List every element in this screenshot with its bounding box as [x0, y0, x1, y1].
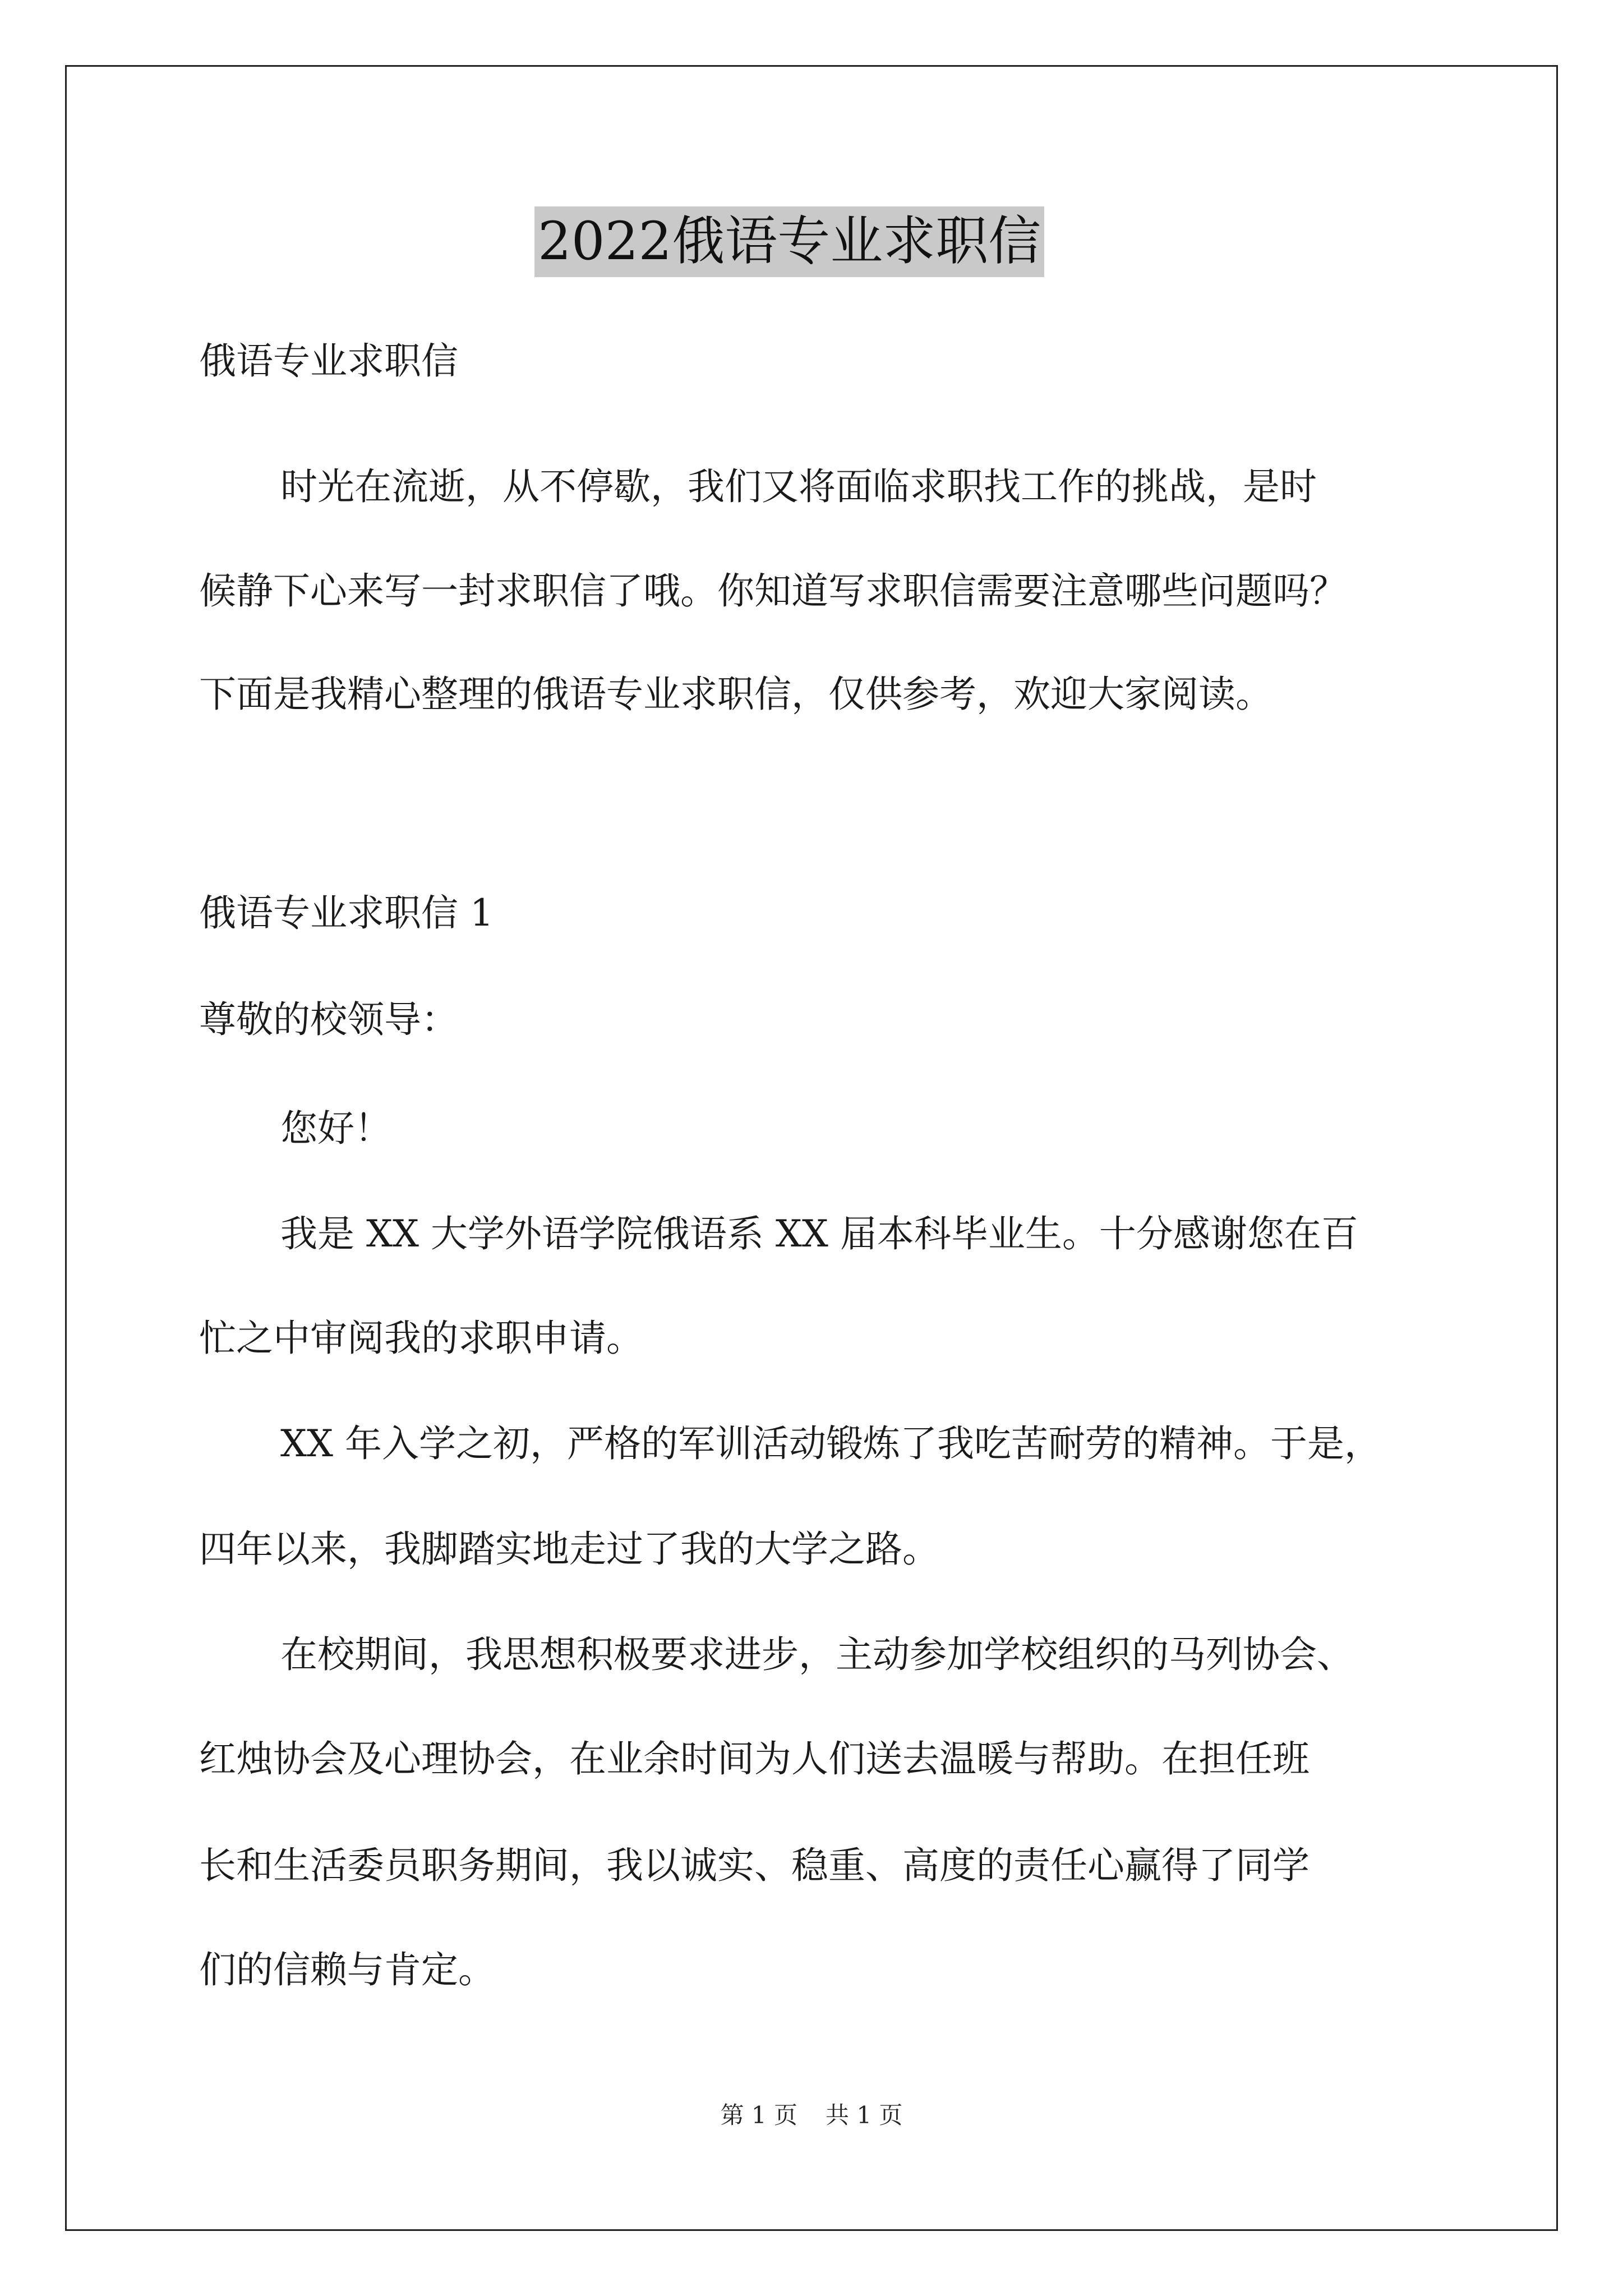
letter-heading: 俄语专业求职信 1: [199, 891, 494, 935]
document-title: 2022俄语专业求职信: [534, 206, 1044, 277]
paragraph-line: 们的信赖与肯定。: [199, 1948, 495, 1991]
paragraph-line: 在校期间，我思想积极要求进步，主动参加学校组织的马列协会、: [280, 1633, 1354, 1676]
salutation: 尊敬的校领导：: [199, 998, 458, 1041]
page-number: 第 1 页: [720, 2101, 797, 2129]
intro-line: 下面是我精心整理的俄语专业求职信，仅供参考，欢迎大家阅读。: [199, 673, 1272, 716]
document-subtitle: 俄语专业求职信: [199, 339, 458, 383]
paragraph-line: 忙之中审阅我的求职申请。: [199, 1317, 643, 1360]
paragraph-line: 长和生活委员职务期间，我以诚实、稳重、高度的责任心赢得了同学: [199, 1844, 1310, 1887]
intro-line: 候静下心来写一封求职信了哦。你知道写求职信需要注意哪些问题吗？: [199, 569, 1347, 613]
page-total: 共 1 页: [826, 2101, 903, 2129]
paragraph-line: XX 年入学之初，严格的军训活动锻炼了我吃苦耐劳的精神。于是，: [280, 1422, 1381, 1465]
paragraph-line: 我是 XX 大学外语学院俄语系 XX 届本科毕业生。十分感谢您在百: [280, 1212, 1358, 1255]
page-footer: [0, 2097, 1623, 2131]
greeting: 您好！: [280, 1107, 391, 1150]
intro-line: 时光在流逝，从不停歇，我们又将面临求职找工作的挑战，是时: [280, 465, 1317, 508]
paragraph-line: 红烛协会及心理协会，在业余时间为人们送去温暖与帮助。在担任班: [199, 1737, 1310, 1780]
paragraph-line: 四年以来，我脚踏实地走过了我的大学之路。: [199, 1527, 939, 1571]
